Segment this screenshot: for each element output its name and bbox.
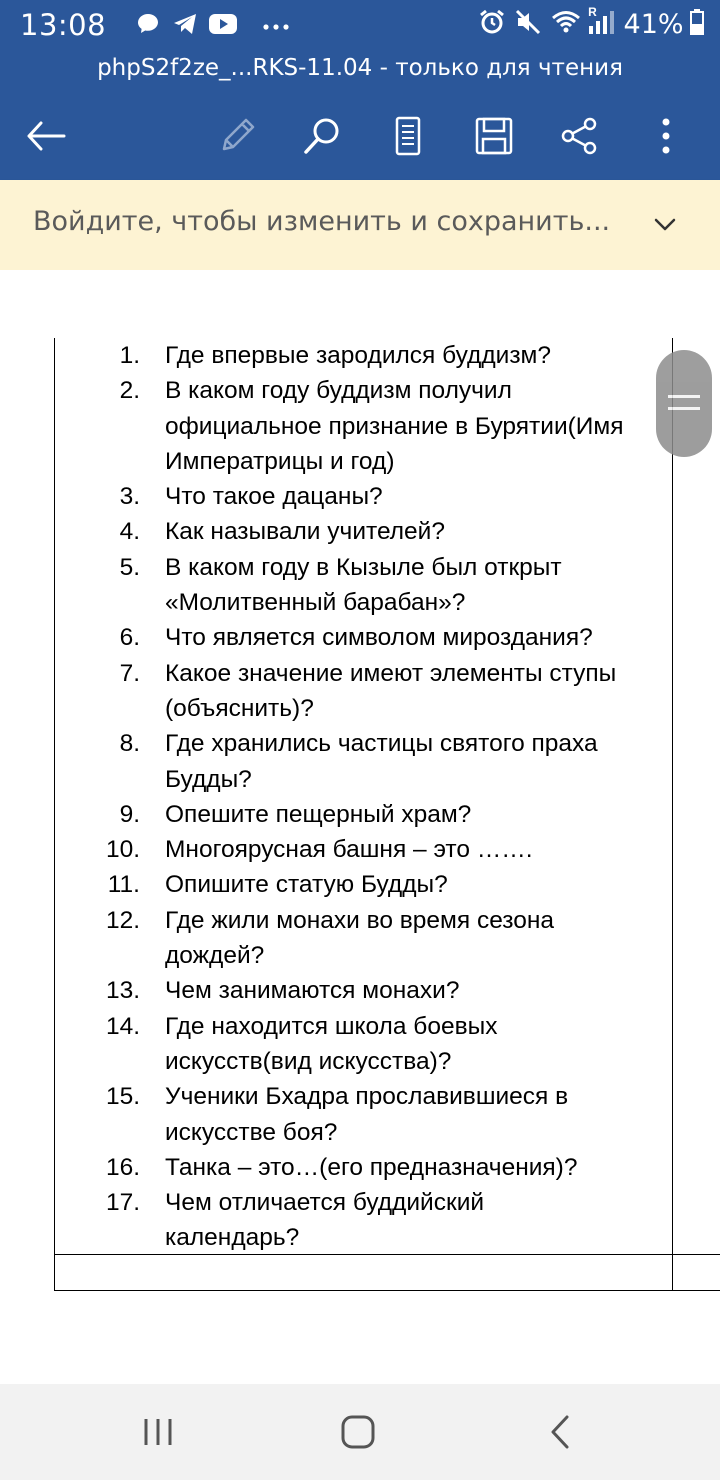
list-item — [0, 867, 720, 902]
list-item-text: Как называли учителей? — [165, 518, 445, 546]
scroll-grip-line — [668, 407, 700, 410]
list-item-number: 15. — [105, 1083, 140, 1111]
list-item-continuation — [0, 444, 720, 479]
list-item — [0, 1009, 720, 1044]
signal-icon — [587, 5, 615, 41]
list-item-text: Что такое дацаны? — [165, 483, 383, 511]
sign-in-banner[interactable] — [0, 180, 720, 270]
list-item-text: Где жили монахи во время сезона — [165, 906, 555, 934]
list-item-continuation — [0, 938, 720, 973]
reading-view-icon — [393, 116, 423, 156]
youtube-icon — [209, 13, 237, 40]
list-item-number: 2. — [119, 377, 140, 405]
scroll-thumb[interactable] — [656, 350, 712, 457]
list-item-text: дождей? — [165, 942, 265, 970]
list-item-text: Где впервые зародился буддизм? — [165, 342, 552, 369]
back-icon — [548, 1414, 572, 1450]
home-button[interactable] — [334, 1408, 382, 1456]
list-item-text: Опешите пещерный храм? — [165, 800, 472, 828]
system-status-icons — [478, 5, 704, 40]
list-item-continuation — [0, 1044, 720, 1079]
document-view[interactable] — [0, 270, 720, 1384]
save-icon — [474, 116, 514, 156]
list-item-number: 17. — [105, 1189, 140, 1217]
battery-percent: 41% — [623, 9, 684, 40]
reading-view-button[interactable] — [380, 108, 436, 164]
list-item-text: В каком году в Кызыле был открыт — [165, 553, 562, 581]
save-button[interactable] — [466, 108, 522, 164]
list-item-text: искусстве боя? — [165, 1118, 338, 1146]
list-item-text: Какое значение имеют элементы ступы — [165, 659, 617, 687]
chat-bubble-icon — [136, 12, 160, 41]
more-dots-icon — [263, 18, 289, 36]
list-item — [0, 514, 720, 549]
status-time: 13:08 — [20, 8, 107, 42]
list-item-number: 16. — [105, 1153, 140, 1181]
notification-icons — [136, 12, 289, 38]
list-item-number: 14. — [105, 1012, 140, 1040]
list-item-text: Где хранились частицы святого праха — [165, 730, 598, 758]
edit-pencil-icon — [216, 116, 256, 156]
list-item-continuation — [0, 585, 720, 620]
list-item — [0, 620, 720, 655]
system-nav-bar — [0, 1384, 720, 1480]
more-options-button[interactable] — [638, 108, 694, 164]
list-item-number: 13. — [105, 977, 140, 1005]
list-item — [0, 1185, 720, 1220]
document-title: phpS2f2ze_...RKS-11.04 - только для чтения — [97, 55, 623, 81]
list-item — [0, 1150, 720, 1185]
list-item — [0, 550, 720, 585]
list-item-continuation — [0, 762, 720, 797]
list-item-number: 4. — [119, 518, 140, 546]
list-item-text: Что является символом мироздания? — [165, 624, 593, 652]
list-item — [0, 797, 720, 832]
battery-icon — [690, 9, 704, 40]
list-item-text: Многоярусная башня – это ……. — [165, 836, 533, 864]
list-item-text: Императрицы и год) — [165, 447, 395, 475]
list-item-continuation — [0, 409, 720, 444]
scroll-grip-line — [668, 395, 700, 398]
list-item-continuation — [0, 1115, 720, 1150]
list-item — [0, 479, 720, 514]
share-button[interactable] — [551, 108, 607, 164]
back-nav-button[interactable] — [536, 1408, 584, 1456]
list-item-text: «Молитвенный барабан»? — [165, 589, 466, 617]
edit-button[interactable] — [208, 108, 264, 164]
list-item-number: 8. — [119, 730, 140, 758]
recent-apps-icon — [142, 1416, 174, 1448]
search-button[interactable] — [294, 108, 350, 164]
list-item-text: календарь? — [165, 1224, 300, 1252]
list-item-text: Где находится школа боевых — [165, 1012, 498, 1040]
list-item — [0, 656, 720, 691]
list-item — [0, 373, 720, 408]
list-item-number: 10. — [105, 836, 140, 864]
list-item — [0, 903, 720, 938]
list-item-text: Чем занимаются монахи? — [165, 977, 460, 1005]
wifi-icon — [551, 9, 581, 40]
alarm-icon — [478, 8, 506, 41]
list-item-number: 7. — [119, 659, 140, 687]
list-item-number: 6. — [119, 624, 140, 652]
mute-icon — [514, 8, 542, 41]
banner-expand-button[interactable] — [650, 210, 680, 240]
toolbar — [0, 100, 720, 170]
signal-roaming-marker: R — [588, 5, 597, 19]
list-item-text: Будды? — [165, 765, 252, 793]
chevron-down-icon — [650, 210, 680, 240]
list-item — [0, 726, 720, 761]
list-item-text: Чем отличается буддийский — [165, 1189, 485, 1217]
search-icon — [302, 116, 342, 156]
app-header — [0, 0, 720, 180]
list-item-continuation — [0, 1220, 720, 1255]
list-item-text: искусств(вид искусства)? — [165, 1047, 452, 1075]
list-item-number: 3. — [119, 483, 140, 511]
back-arrow-icon — [26, 121, 66, 151]
list-item-text: Танка – это…(его предназначения)? — [165, 1153, 578, 1181]
telegram-icon — [172, 12, 198, 41]
question-list — [0, 338, 720, 1256]
list-item-text: Ученики Бхадра прославившиеся в — [165, 1083, 569, 1111]
list-item — [0, 338, 720, 373]
list-item-number: 5. — [119, 553, 140, 581]
list-item-number: 12. — [105, 906, 140, 934]
back-button[interactable] — [18, 108, 74, 164]
list-item-text: (объяснить)? — [165, 694, 314, 722]
status-bar — [0, 0, 720, 48]
list-item — [0, 832, 720, 867]
list-item — [0, 1079, 720, 1114]
list-item-number: 9. — [119, 800, 140, 828]
recent-apps-button[interactable] — [134, 1408, 182, 1456]
banner-text: Войдите, чтобы изменить и сохранить... — [33, 206, 611, 237]
list-item-text: В каком году буддизм получил — [165, 377, 512, 405]
home-icon — [340, 1414, 376, 1450]
list-item-number: 1. — [119, 342, 140, 369]
list-item-text: Опишите статую Будды? — [165, 871, 448, 899]
list-item-text: официальное признание в Бурятии(Имя — [165, 412, 624, 440]
share-icon — [559, 116, 599, 156]
more-options-icon — [661, 116, 671, 156]
list-item — [0, 973, 720, 1008]
list-item-continuation — [0, 691, 720, 726]
table-border-bottom — [54, 1290, 720, 1291]
list-item-number: 11. — [107, 871, 140, 899]
